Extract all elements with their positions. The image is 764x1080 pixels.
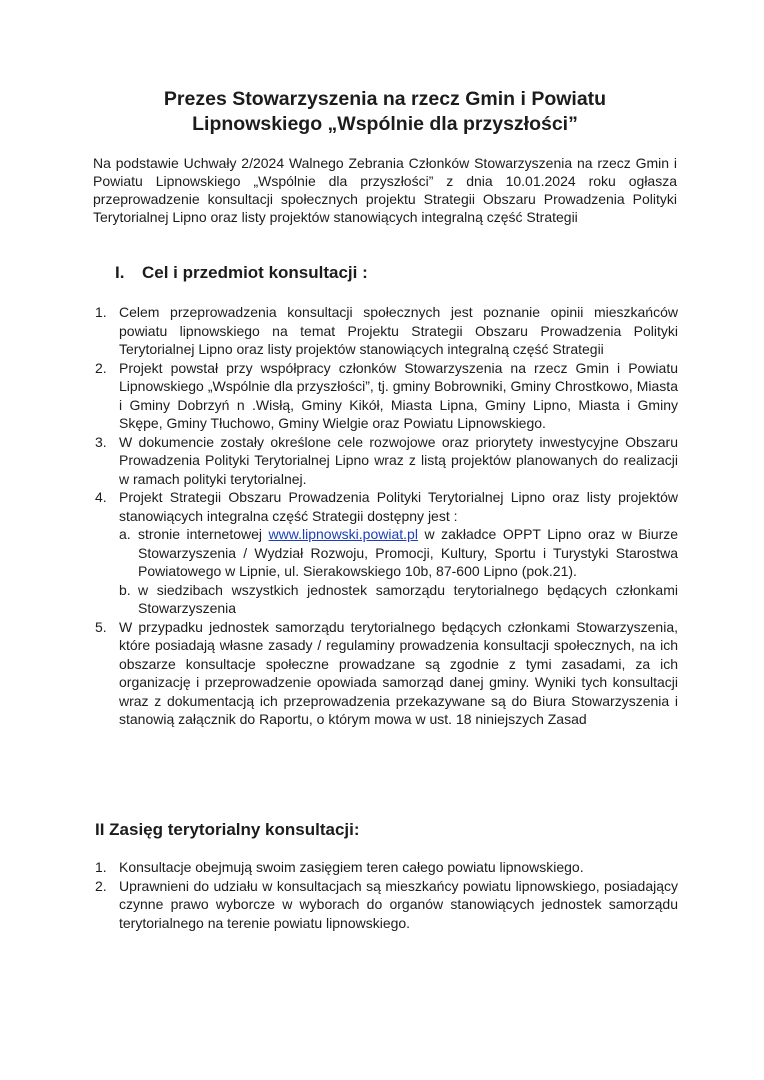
item-text: W przypadku jednostek samorządu terytorialnego będących członkami Stowarzyszenia, które posiadają własne zasady / regulaminy prowadzenia konsultacji społecznych, na ich obszarze konsultacje społeczne prowadzane są zgodnie z tymi zasadami, za ich organizację i przeprowadzenie opowiada samorząd danej gminy. Wyniki tych konsultacji wraz z dokumentacją ich przeprowadzenia przekazywane są do Biura Stowarzyszenia i stanowią załącznik do Raportu, o którym mowa w ust. 18 niniejszych Zasad bbox=[119, 618, 678, 727]
title-line-1: Prezes Stowarzyszenia na rzecz Gmin i Powiatu bbox=[163, 88, 607, 110]
intro-paragraph: Na podstawie Uchwały 2/2024 Walnego Zebrania Członków Stowarzyszenia na rzecz Gmin i Powiatu Lipnowskiego „Wspólnie dla przyszłości” z dnia 10.01.2024 roku ogłasza przeprowadzenie konsultacji społecznych projektu Strategii Obszaru Prowadzenia Polityki Terytorialnej Lipno oraz listy projektów stanowiących integralną część Strategii bbox=[93, 155, 677, 225]
list-item bbox=[95, 858, 678, 877]
item-text: W dokumencie zostały określone cele rozwojowe oraz priorytety inwestycyjne Obszaru Prowadzenia Polityki Terytorialnej Lipno wraz z listą projektów planowanych do realizacji w ramach polityki terytorialnej. bbox=[119, 433, 678, 487]
list-item bbox=[95, 433, 678, 489]
item-number: 2. bbox=[95, 359, 107, 376]
item-number: 5. bbox=[95, 618, 107, 635]
item-number: 3. bbox=[95, 433, 107, 450]
list-item bbox=[95, 303, 678, 359]
list-item bbox=[95, 359, 678, 433]
item-text: Projekt powstał przy współpracy członków Stowarzyszenia na rzecz Gmin i Powiatu Lipnowskiego „Wspólnie dla przyszłości”, tj. gminy Bobrowniki, Gminy Chrostkowo, Miasta i Gminy Dobrzyń n .Wisłą, Gminy Kikół, Miasta Lipna, Gminy Lipno, Miasta i Gminy Skępe, Gminy Tłuchowo, Gminy Wielgie oraz Powiatu Lipnowskiego. bbox=[119, 359, 678, 431]
sub-item-letter: b. bbox=[119, 581, 131, 598]
section-1-list bbox=[95, 303, 678, 729]
section-1-heading bbox=[115, 263, 368, 283]
section-2-heading: II Zasięg terytorialny konsultacji: bbox=[95, 820, 360, 839]
title-line-2: Lipnowskiego „Wspólnie dla przyszłości” bbox=[192, 113, 578, 135]
sub-list-item bbox=[119, 581, 678, 618]
sub-item-text: w zakładce OPPT Lipno oraz w Biurze Stowarzyszenia / Wydział Rozwoju, Promocji, Kultury, Sportu i Turystyki Starostwa Powiatowego w Lipnie, ul. Sierakowskiego 10b, 87-600 Lipno (pok.21). bbox=[138, 526, 679, 579]
section-2-list bbox=[95, 858, 678, 932]
item-number: 1. bbox=[95, 859, 107, 875]
section-1-number: I. bbox=[115, 263, 125, 282]
item-text: Konsultacje obejmują swoim zasięgiem teren całego powiatu lipnowskiego. bbox=[119, 859, 584, 875]
list-item bbox=[95, 877, 678, 933]
item-number: 2. bbox=[95, 877, 107, 894]
item-text: Uprawnieni do udziału w konsultacjach są mieszkańcy powiatu lipnowskiego, posiadający czynne prawo wyborcze w wyborach do organów stanowiących jednostek samorządu terytorialnego na terenie powiatu lipnowskiego. bbox=[119, 877, 678, 931]
website-link[interactable]: www.lipnowski.powiat.pl bbox=[268, 526, 418, 542]
list-item bbox=[95, 618, 678, 729]
sub-item-letter: a. bbox=[119, 526, 131, 542]
sub-list bbox=[119, 525, 678, 618]
section-1-title: Cel i przedmiot konsultacji : bbox=[142, 263, 368, 282]
document-title bbox=[95, 87, 675, 137]
item-number: 1. bbox=[95, 304, 107, 320]
list-item bbox=[95, 488, 678, 618]
sub-item-text: w siedzibach wszystkich jednostek samorządu terytorialnego będących członkami Stowarzyszenia bbox=[138, 581, 678, 616]
item-text: Celem przeprowadzenia konsultacji społecznych jest poznanie opinii mieszkańców powiatu lipnowskiego na temat Projektu Strategii Obszaru Prowadzenia Polityki Terytorialnej Lipno oraz listy projektów stanowiących integralną część Strategii bbox=[119, 304, 678, 357]
item-text: Projekt Strategii Obszaru Prowadzenia Polityki Terytorialnej Lipno oraz listy projektów stanowiących integralna część Strategii dostępny jest : bbox=[119, 489, 678, 524]
sub-list-item bbox=[119, 525, 678, 581]
item-number: 4. bbox=[95, 489, 107, 505]
sub-item-text: stronie internetowej bbox=[138, 526, 263, 542]
